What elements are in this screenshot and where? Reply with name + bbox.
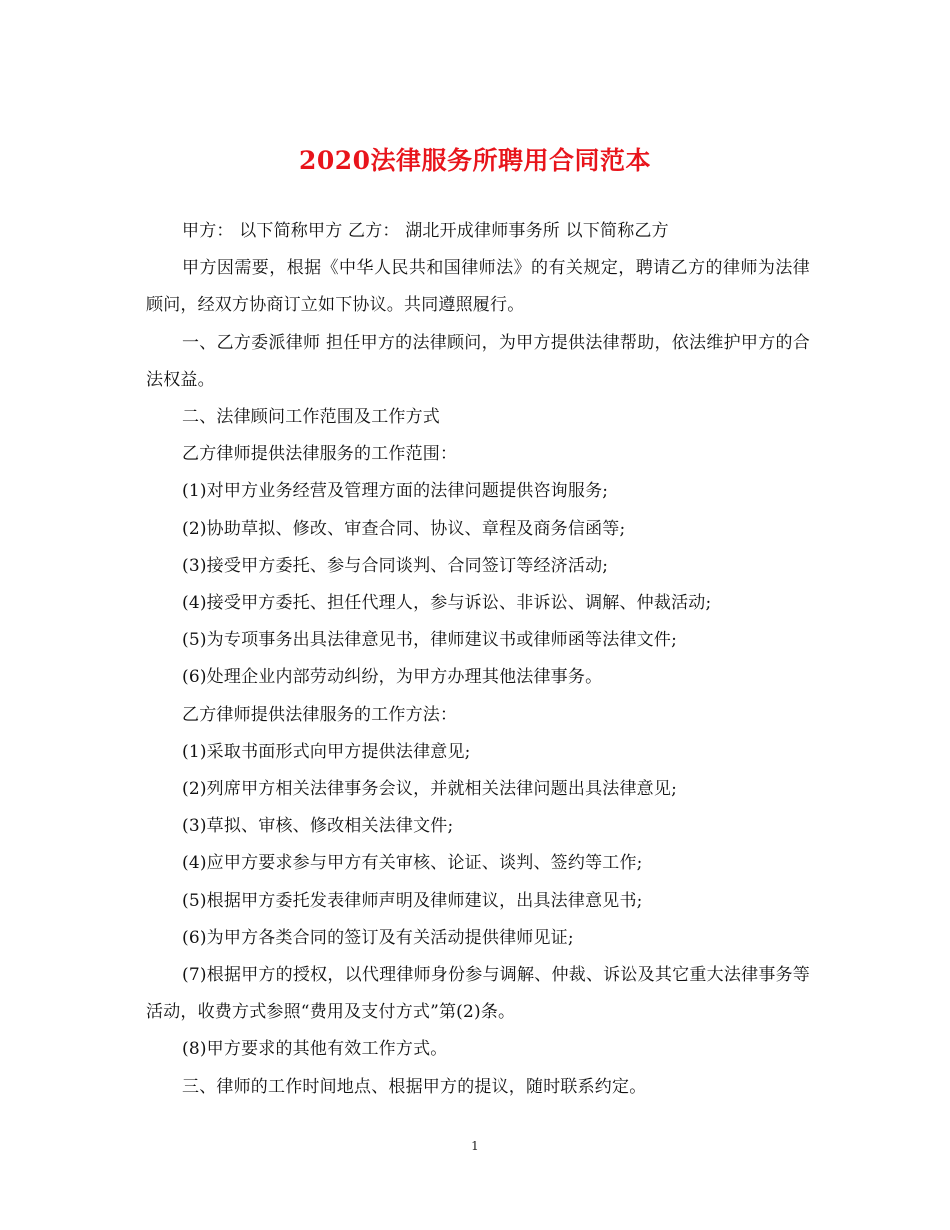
document-body [146,213,810,1106]
work-scope-heading: 乙方律师提供法律服务的工作范围： [182,444,458,465]
method-item: (2)列席甲方相关法律事务会议，并就相关法律问题出具法律意见; [182,779,678,800]
page-number: 1 [471,1139,479,1153]
scope-item: (5)为专项事务出具法律意见书，律师建议书或律师函等法律文件; [182,630,678,651]
method-item: (1)采取书面形式向甲方提供法律意见; [182,741,471,762]
method-item: (4)应甲方要求参与甲方有关审核、论证、谈判、签约等工作; [182,853,643,874]
clause-3: 三、律师的工作时间地点、根据甲方的提议，随时联系约定。 [182,1076,647,1097]
method-item: (7)根据甲方的授权，以代理律师身份参与调解、仲裁、诉讼及其它重大法律事务等活动，收费方式参照“费用及支付方式”第(2)条。 [146,965,810,1023]
scope-item: (1)对甲方业务经营及管理方面的法律问题提供咨询服务; [182,481,609,502]
work-method-heading: 乙方律师提供法律服务的工作方法： [182,704,458,725]
method-item: (8)甲方要求的其他有效工作方式。 [182,1039,448,1060]
scope-item: (2)协助草拟、修改、审查合同、协议、章程及商务信函等; [182,518,626,539]
scope-item: (6)处理企业内部劳动纠纷，为甲方办理其他法律事务。 [182,667,603,688]
preamble-paragraph: 甲方因需要，根据《中华人民共和国律师法》的有关规定，聘请乙方的律师为法律顾问，经双方协商订立如下协议。共同遵照履行。 [146,258,810,316]
method-item: (6)为甲方各类合同的签订及有关活动提供律师见证; [182,927,574,948]
method-item: (5)根据甲方委托发表律师声明及律师建议，出具法律意见书; [182,890,643,911]
clause-1: 一、乙方委派律师 担任甲方的法律顾问，为甲方提供法律帮助，依法维护甲方的合法权益。 [146,332,810,390]
clause-2-heading: 二、法律顾问工作范围及工作方式 [182,407,440,428]
method-item: (3)草拟、审核、修改相关法律文件; [182,816,454,837]
party-line: 甲方： 以下简称甲方 乙方： 湖北开成律师事务所 以下简称乙方 [182,221,669,241]
scope-item: (3)接受甲方委托、参与合同谈判、合同签订等经济活动; [182,555,609,576]
scope-item: (4)接受甲方委托、担任代理人，参与诉讼、非诉讼、调解、仲裁活动; [182,593,712,614]
document-title: 2020法律服务所聘用合同范本 [298,146,652,175]
